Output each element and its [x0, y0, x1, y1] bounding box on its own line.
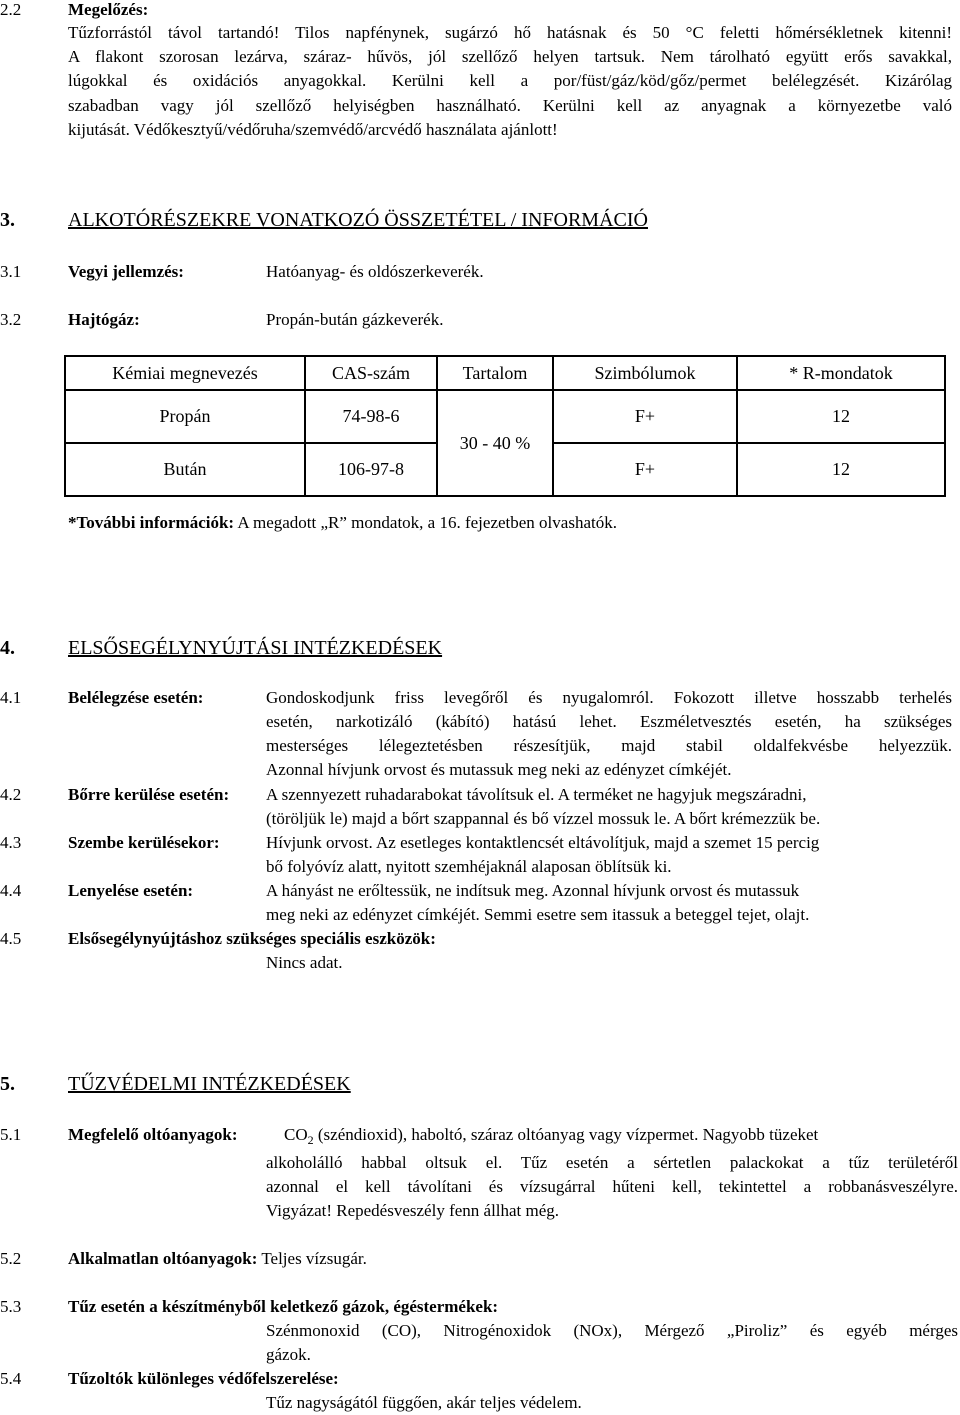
composition-table — [64, 355, 946, 497]
item-text: Teljes vízsugár. — [257, 1249, 367, 1268]
item-label: Bőrre kerülése esetén: — [68, 785, 230, 804]
table-header: Szimbólumok — [553, 356, 737, 390]
item-line — [68, 1249, 367, 1269]
item-number: 4.5 — [0, 929, 22, 948]
paragraph-line: kijutását. Védőkesztyű/védőruha/szemvédő/arcvédő használata ajánlott! — [68, 120, 558, 139]
item-text-line: gázok. — [266, 1345, 311, 1364]
item-text-line: Szénmonoxid (CO), Nitrogénoxidok (NOx), Mérgező „Piroliz” és egyéb mérges — [266, 1321, 958, 1340]
item-number: 4.3 — [0, 833, 22, 852]
table-note-text: A megadott „R” mondatok, a 16. fejezetben olvashatók. — [234, 513, 617, 532]
item-number: 4.2 — [0, 785, 22, 804]
item-text-line: meg neki az edényzet címkéjét. Semmi esetre sem itassuk a beteggel tejet, olajt. — [266, 905, 810, 924]
paragraph-line: Tűzforrástól távol tartandó! Tilos napfénynek, sugárzó hő hatásnak és 50 °C feletti hőmérsékletnek kitenni! — [68, 23, 952, 42]
table-cell: Bután — [65, 443, 305, 496]
item-label: Belélegzése esetén: — [68, 688, 204, 707]
item-text-line: Hívjunk orvost. Az esetleges kontaktlencsét eltávolítjuk, majd a szemet 15 percig — [266, 833, 820, 852]
item-number: 5.3 — [0, 1297, 22, 1316]
item-label: Elsősegélynyújtáshoz szükséges speciális eszközök: — [68, 929, 436, 948]
item-text-line: mesterséges lélegeztetésben részesítjük, majd stabil oldalfekvésbe helyezzük. — [266, 736, 952, 755]
item-text-line: Azonnal hívjunk orvost és mutassuk meg neki az edényzet címkéjét. — [266, 760, 732, 779]
table-cell: Propán — [65, 390, 305, 443]
item-number: 4.1 — [0, 688, 22, 707]
item-label: Tűz esetén a készítményből keletkező gázok, égéstermékek: — [68, 1297, 499, 1316]
item-text: Nincs adat. — [266, 953, 343, 972]
table-header: Kémiai megnevezés — [65, 356, 305, 390]
table-cell: 74-98-6 — [305, 390, 437, 443]
section-heading: ELSŐSEGÉLYNYÚJTÁSI INTÉZKEDÉSEK — [68, 637, 443, 659]
table-cell: 106-97-8 — [305, 443, 437, 496]
section-number: 3. — [0, 209, 15, 231]
co2-subscript: 2 — [307, 1133, 314, 1147]
item-label: Tűzoltók különleges védőfelszerelése: — [68, 1369, 339, 1388]
item-text: Propán-bután gázkeverék. — [266, 310, 444, 329]
section-heading: TŰZVÉDELMI INTÉZKEDÉSEK — [68, 1073, 351, 1095]
item-text-line: A hányást ne erőltessük, ne indítsuk meg. Azonnal hívjunk orvost és mutassuk — [266, 881, 800, 900]
item-text-line: esetén, narkotizáló (kábító) hatású lehet. Eszméletvesztés esetén, ha szükséges — [266, 712, 952, 731]
table-header: Tartalom — [437, 356, 553, 390]
item-text-line: bő folyóvíz alatt, nyitott szemhéjaknál alaposan öblítsük ki. — [266, 857, 672, 876]
item-text: (széndioxid), haboltó, száraz oltóanyag vagy vízpermet. Nagyobb tüzeket — [313, 1125, 819, 1144]
table-header: * R-mondatok — [737, 356, 945, 390]
item-number: 5.4 — [0, 1369, 22, 1388]
item-number: 5.2 — [0, 1249, 22, 1268]
item-text-line: azonnal el kell távolítani és vízsugárral hűteni kell, tekintettel a robbanásveszélyre. — [266, 1177, 958, 1196]
paragraph-line: szabadban vagy jól szellőző helyiségben használható. Kerülni kell az anyagnak a környezetbe való — [68, 96, 952, 115]
item-text: Hatóanyag- és oldószerkeverék. — [266, 262, 484, 281]
item-text-line: alkoholálló habbal oltsuk el. Tűz esetén a sértetlen palackokat a tűz területéről — [266, 1153, 958, 1172]
item-label: Hajtógáz: — [68, 310, 140, 329]
table-cell: 12 — [737, 390, 945, 443]
table-header-row — [65, 356, 945, 390]
item-label: Megfelelő oltóanyagok: — [68, 1125, 238, 1144]
paragraph-line: A flakont szorosan lezárva, száraz- hűvös, jól szellőző helyen tartsuk. Nem tárolható együtt erős savakkal, — [68, 47, 952, 66]
table-row — [65, 390, 945, 443]
item-text-line: (töröljük le) majd a bőrt szappannal és bő vízzel mossuk le. A bőrt krémezzük be. — [266, 809, 821, 828]
table-note-label: *További információk: — [68, 513, 235, 532]
section-number: 2.2 — [0, 0, 22, 19]
item-label: Alkalmatlan oltóanyagok: — [68, 1249, 258, 1268]
item-text-line: Vigyázat! Repedésveszély fenn állhat még. — [266, 1201, 560, 1220]
item-text-line — [284, 1125, 818, 1148]
item-text-line: Gondoskodjunk friss levegőről és nyugalomról. Fokozott illetve hosszabb terhelés — [266, 688, 952, 707]
item-text: Tűz nagyságától függően, akár teljes védelem. — [266, 1393, 582, 1412]
section-number: 5. — [0, 1073, 15, 1095]
table-note — [68, 513, 617, 533]
item-label: Szembe kerülésekor: — [68, 833, 220, 852]
table-cell: F+ — [553, 390, 737, 443]
section-title: Megelőzés: — [68, 0, 149, 19]
paragraph-line: lúgokkal és oxidációs anyagokkal. Kerülni kell a por/füst/gáz/köd/gőz/permet belélegzését. Kizárólag — [68, 71, 952, 90]
item-label: Vegyi jellemzés: — [68, 262, 184, 281]
table-cell-content: 30 - 40 % — [437, 390, 553, 496]
item-number: 5.1 — [0, 1125, 22, 1144]
item-number: 3.1 — [0, 262, 22, 281]
item-label: Lenyelése esetén: — [68, 881, 194, 900]
section-heading: ALKOTÓRÉSZEKRE VONATKOZÓ ÖSSZETÉTEL / INFORMÁCIÓ — [68, 209, 648, 231]
table-header: CAS-szám — [305, 356, 437, 390]
item-number: 4.4 — [0, 881, 22, 900]
item-text-line: A szennyezett ruhadarabokat távolítsuk el. A terméket ne hagyjuk megszáradni, — [266, 785, 807, 804]
table-cell: 12 — [737, 443, 945, 496]
table-cell: F+ — [553, 443, 737, 496]
section-number: 4. — [0, 637, 15, 659]
item-number: 3.2 — [0, 310, 22, 329]
co2-formula: CO — [284, 1125, 308, 1144]
